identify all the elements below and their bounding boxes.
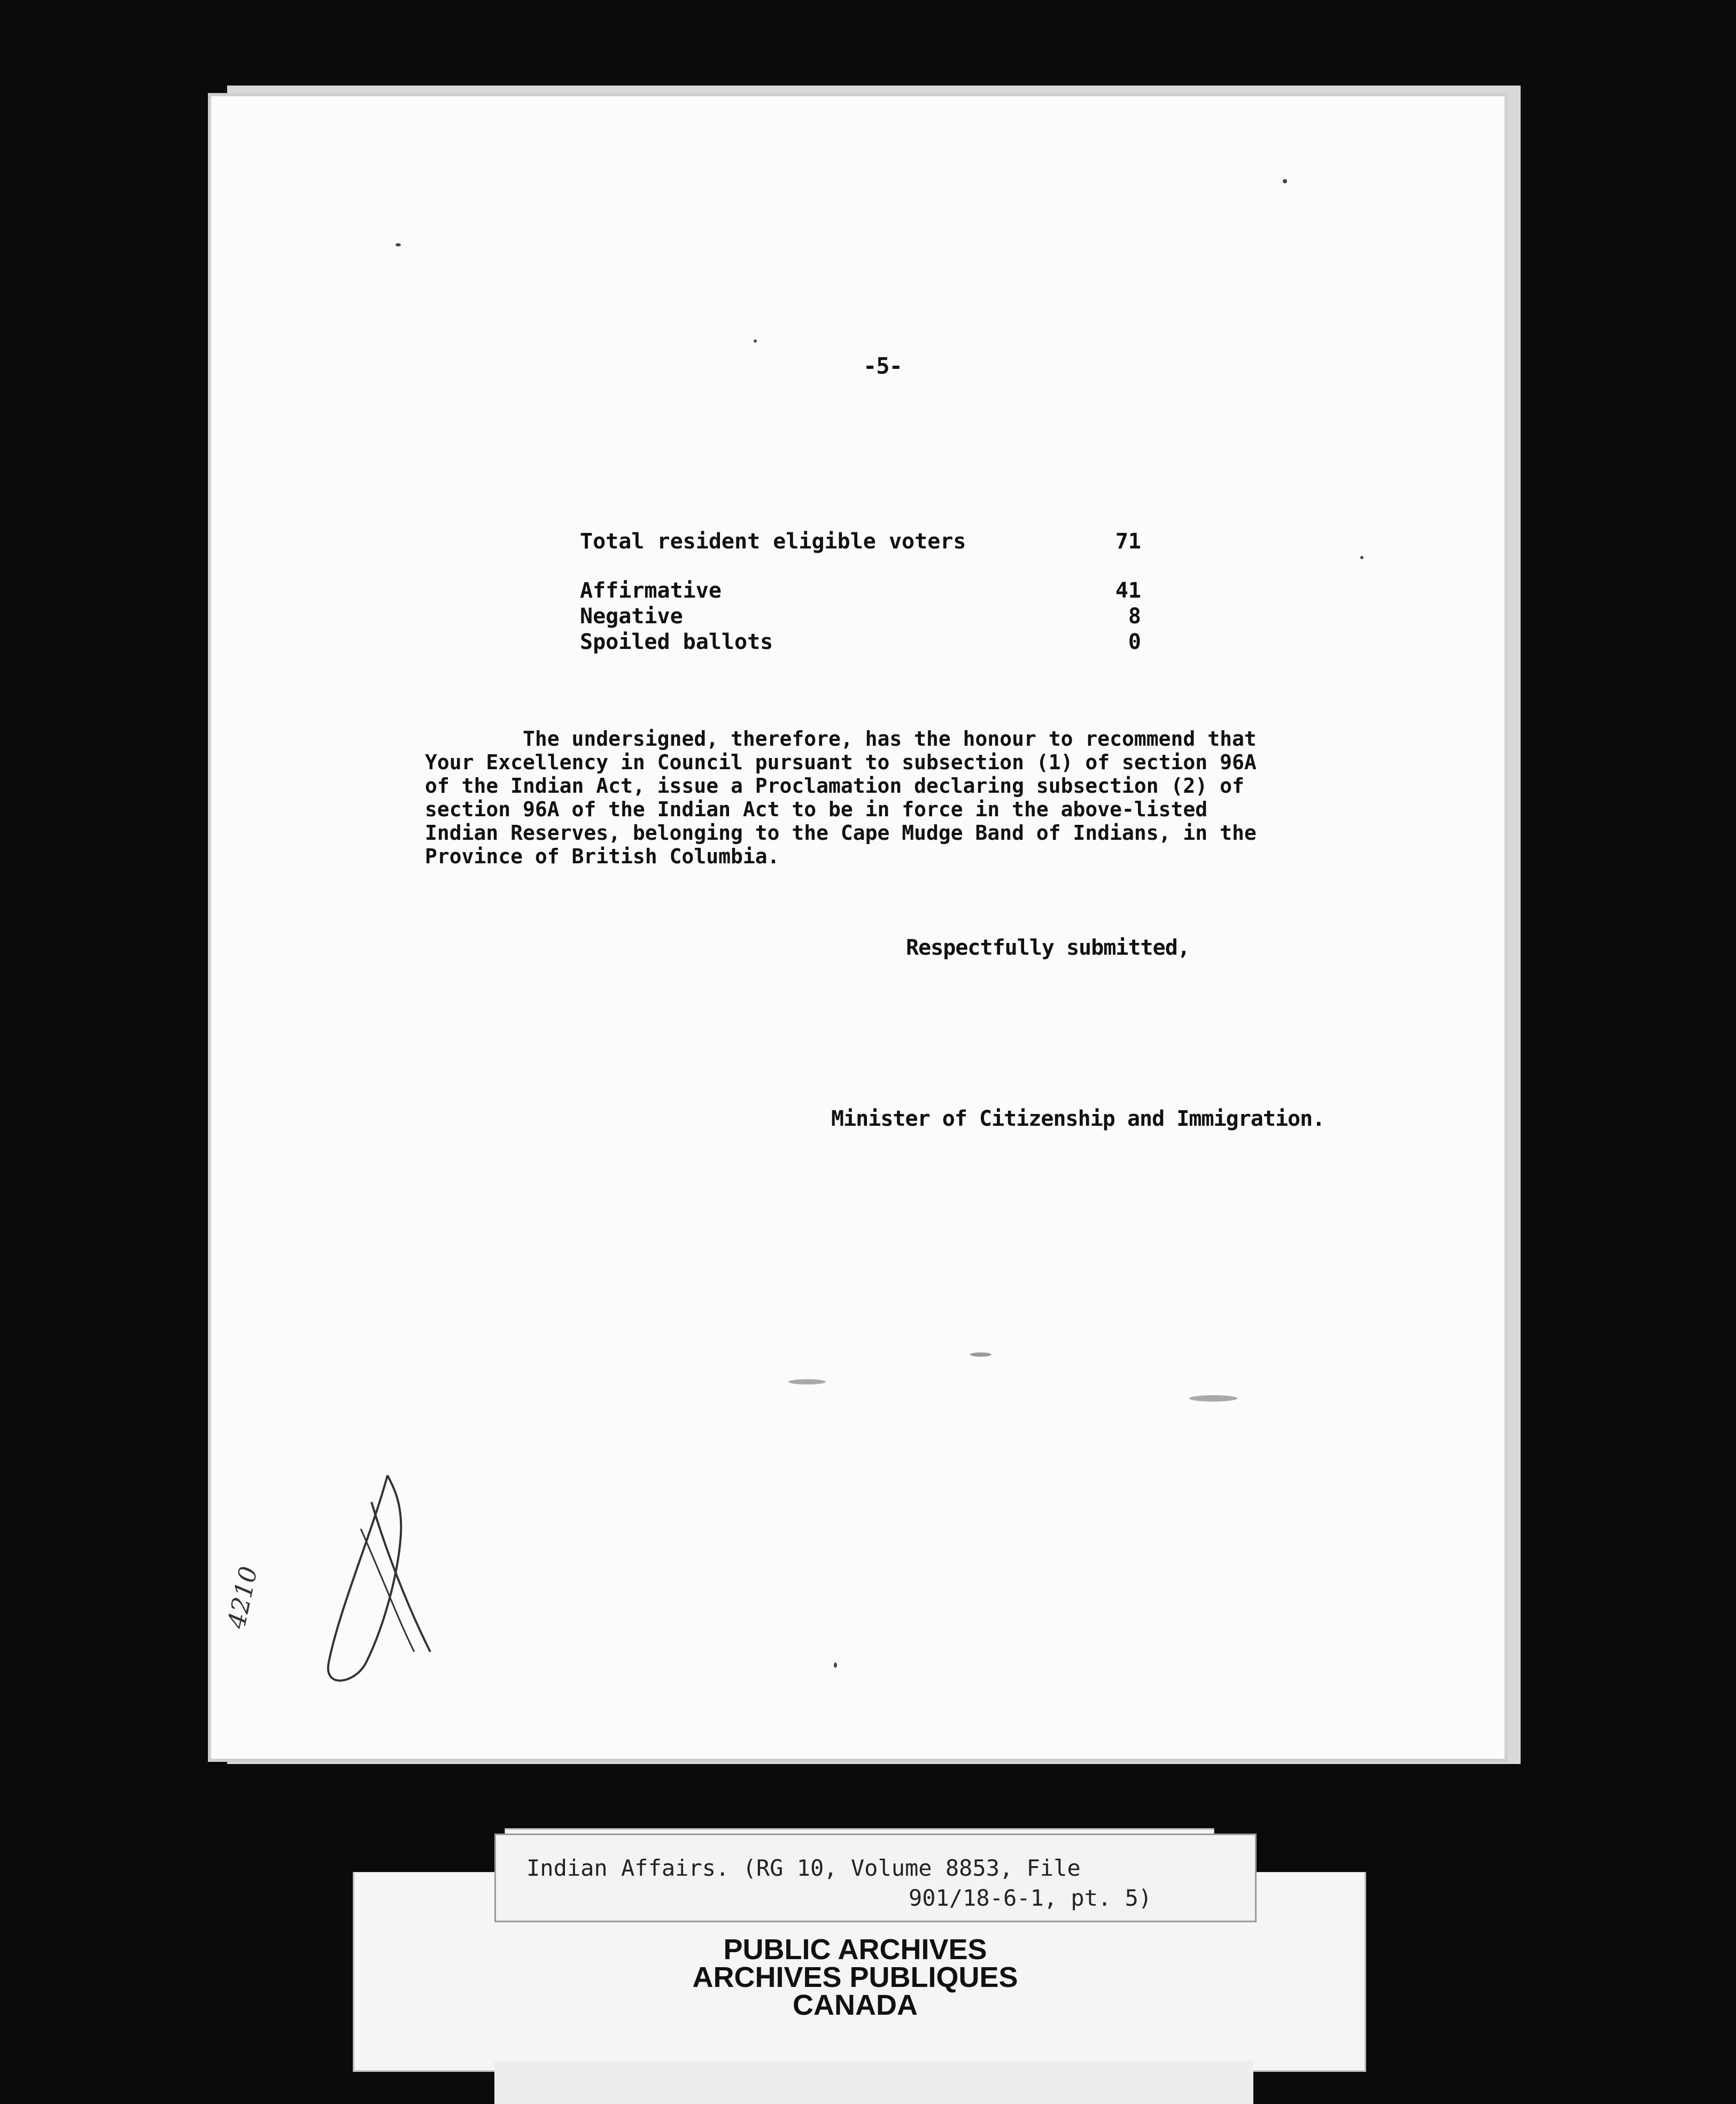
closing-line: Respectfully submitted,: [906, 935, 1190, 960]
vote-row-spoiled: [580, 630, 1280, 658]
dust-mark: [834, 1662, 837, 1668]
archives-stamp-line: ARCHIVES PUBLIQUES: [692, 1961, 1018, 1993]
vote-value: 8: [1128, 604, 1141, 629]
paragraph-line: of the Indian Act, issue a Proclamation declaring subsection (2) of: [425, 774, 1244, 798]
vote-value: 0: [1128, 630, 1141, 654]
vote-label: Total resident eligible voters: [580, 529, 966, 554]
paragraph-line: section 96A of the Indian Act to be in force in the above-listed: [425, 798, 1208, 821]
dust-mark: [1189, 1395, 1237, 1402]
archives-stamp-line: PUBLIC ARCHIVES: [723, 1933, 987, 1966]
paragraph-line: Province of British Columbia.: [425, 845, 780, 868]
dust-mark: [1283, 179, 1287, 183]
vote-value: 71: [1115, 529, 1141, 554]
dust-mark: [754, 339, 757, 343]
reference-line: Indian Affairs. (RG 10, Volume 8853, File: [526, 1855, 1081, 1881]
vote-label: Spoiled ballots: [580, 630, 773, 654]
page-number: -5-: [863, 353, 902, 379]
archives-stamp-line: CANADA: [793, 1989, 918, 2021]
vote-value: 41: [1115, 578, 1141, 603]
vote-label: Negative: [580, 604, 683, 629]
paragraph-line: The undersigned, therefore, has the honour to recommend that: [425, 727, 1257, 751]
paragraph-line: Your Excellency in Council pursuant to subsection (1) of section 96A: [425, 751, 1257, 774]
vote-row-negative: [580, 604, 1280, 632]
signatory-title: Minister of Citizenship and Immigration.: [831, 1107, 1325, 1131]
vote-row-total: [580, 529, 1280, 557]
reference-line: 901/18-6-1, pt. 5): [909, 1885, 1152, 1911]
dust-mark: [1360, 556, 1363, 559]
dust-mark: [396, 243, 401, 246]
card-bottom-edge: [494, 2061, 1253, 2104]
dust-mark: [970, 1352, 991, 1357]
vote-label: Affirmative: [580, 578, 722, 603]
document-page: [211, 96, 1505, 1759]
paragraph-line: Indian Reserves, belonging to the Cape Mudge Band of Indians, in the: [425, 821, 1257, 845]
vote-row-affirmative: [580, 578, 1280, 606]
handwritten-initials: [307, 1470, 446, 1700]
dust-mark: [788, 1379, 826, 1384]
margin-file-number: 4210: [222, 1564, 264, 1631]
recommendation-paragraph: [425, 727, 1526, 868]
